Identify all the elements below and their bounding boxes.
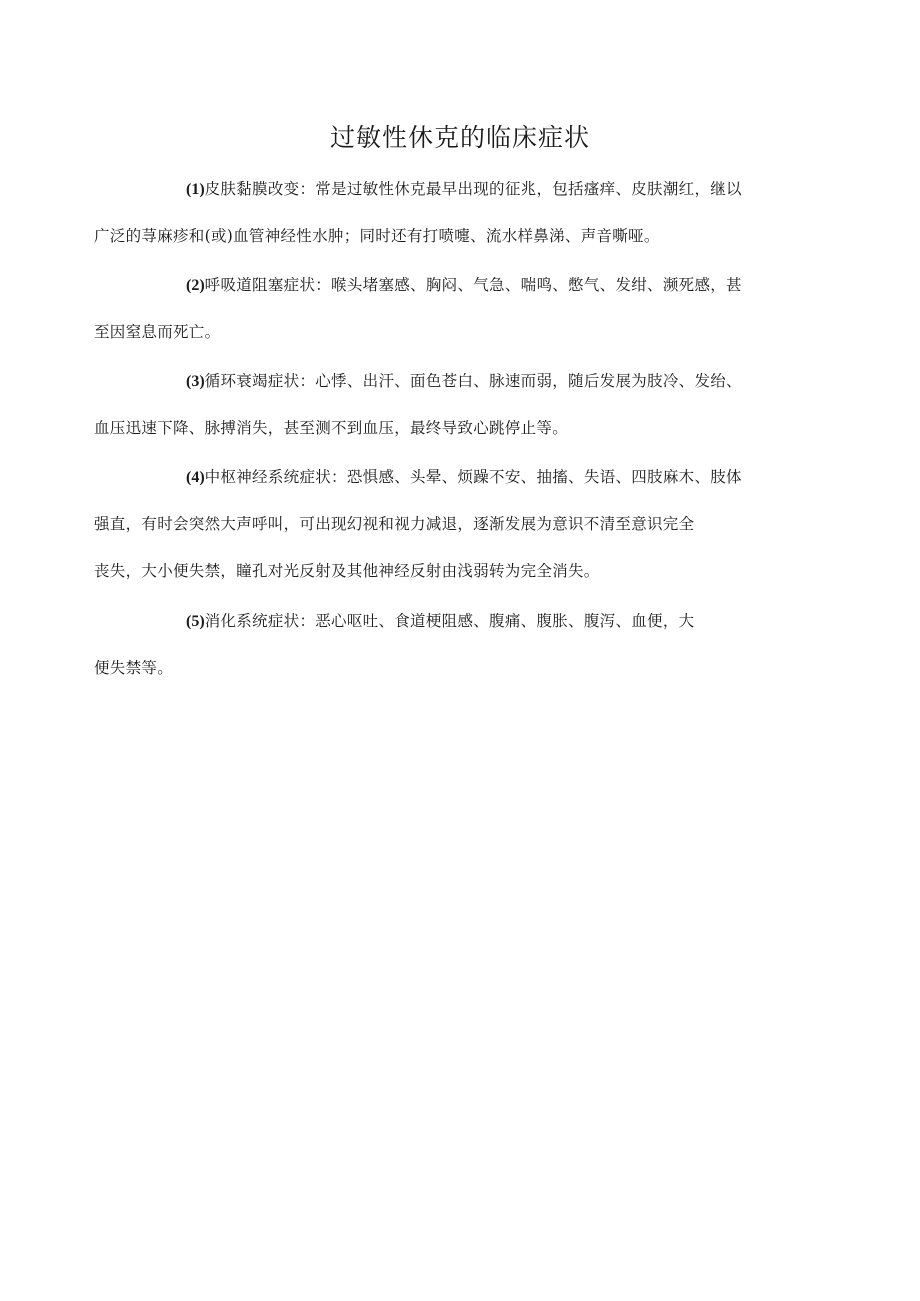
section-number: (5) — [186, 613, 205, 630]
document-title: 过敏性休克的临床症状 — [329, 123, 590, 152]
section-number: (2) — [186, 277, 205, 294]
section-2 — [94, 262, 800, 356]
section-4 — [94, 454, 800, 595]
section-line: 至因窒息而死亡。 — [94, 323, 221, 341]
section-line: 便失禁等。 — [94, 659, 174, 677]
section-line: 皮肤黏膜改变：常是过敏性休克最早出现的征兆，包括瘙痒、皮肤潮红，继以 — [204, 180, 742, 198]
section-line: 循环衰竭症状：心悸、出汗、面色苍白、脉速而弱，随后发展为肢冷、发绐、 — [204, 372, 742, 390]
section-line: 中枢神经系统症状：恐惧感、头晕、烦躁不安、抽搐、失语、四肢麻木、肢体 — [204, 468, 742, 486]
section-line: 血压迅速下降、脉搏消失，甚至测不到血压，最终导致心跳停止等。 — [94, 419, 569, 437]
section-1 — [94, 166, 800, 260]
section-number: (1) — [186, 181, 205, 198]
section-number: (3) — [186, 373, 205, 390]
section-line: 消化系统症状：恶心呕吐、食道梗阻感、腹痛、腹胀、腹泻、血便，大 — [204, 612, 695, 630]
section-line: 广泛的荨麻疹和(或)血管神经性水肿；同时还有打喷嚏、流水样鼻涕、声音嘶哑。 — [94, 227, 660, 245]
section-line: 呼吸道阻塞症状：喉头堵塞感、胸闷、气急、喘鸣、憋气、发绀、濒死感，甚 — [204, 276, 742, 294]
section-line: 丧失，大小便失禁，瞳孔对光反射及其他神经反射由浅弱转为完全消失。 — [94, 562, 600, 580]
section-3 — [94, 358, 800, 452]
section-line: 强直，有时会突然大声呼叫，可出现幻视和视力减退，逐渐发展为意识不清至意识完全 — [94, 515, 695, 533]
section-5 — [94, 598, 800, 692]
section-number: (4) — [186, 469, 205, 486]
